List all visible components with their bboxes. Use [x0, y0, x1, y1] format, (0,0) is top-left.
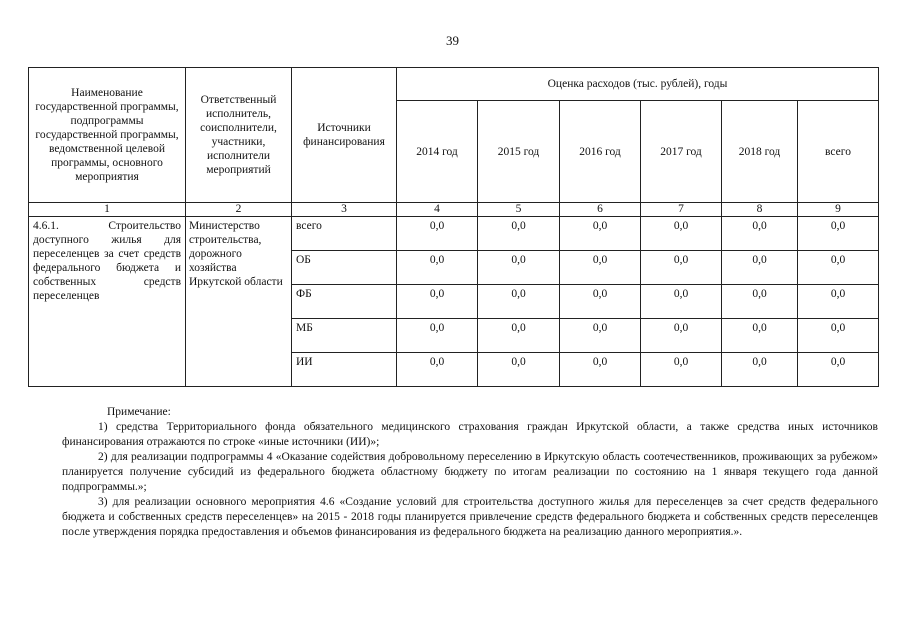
- table-row: [29, 217, 879, 251]
- value-cell: 0,0: [478, 217, 560, 251]
- item-executor: Министерство строительства, дорожного хозяйства Иркутской области: [186, 217, 292, 387]
- value-cell: 0,0: [798, 217, 879, 251]
- header-name: Наименование государственной программы, подпрограммы государственной программы, ведомственной целевой программы, основного мероприятия: [29, 68, 186, 203]
- value-cell: 0,0: [397, 251, 478, 285]
- header-total: всего: [798, 101, 879, 203]
- value-cell: 0,0: [722, 285, 798, 319]
- column-index: 2: [186, 203, 292, 217]
- value-cell: 0,0: [798, 285, 879, 319]
- value-cell: 0,0: [722, 319, 798, 353]
- header-cost: Оценка расходов (тыс. рублей), годы: [397, 68, 879, 101]
- value-cell: 0,0: [478, 251, 560, 285]
- column-index: 9: [798, 203, 879, 217]
- value-cell: 0,0: [798, 353, 879, 387]
- value-cell: 0,0: [641, 353, 722, 387]
- column-index: 3: [292, 203, 397, 217]
- value-cell: 0,0: [478, 319, 560, 353]
- expenses-table: [28, 67, 879, 387]
- value-cell: 0,0: [478, 285, 560, 319]
- note-item: 2) для реализации подпрограммы 4 «Оказание содействия добровольному переселению в Иркутскую область соотечественников, проживающих за рубежом» планируется получение субсидий из федерального бюджета областному бюджету по итогам реализации по состоянию на 1 января текущего года данной подпрограммы.»;: [62, 451, 878, 493]
- header-year-2017: 2017 год: [641, 101, 722, 203]
- note-item: 3) для реализации основного мероприятия 4.6 «Создание условий для строительства доступного жилья для переселенцев за счет средств федерального бюджета и собственных средств переселенцев» на 2015 - 2018 годы планируется привлечение средств федерального бюджета и собственных средств переселенцев после утверждения порядка предоставления и объемов финансирования из федерального бюджета на реализацию данного мероприятия.».: [62, 496, 878, 538]
- source-cell: всего: [292, 217, 397, 251]
- source-cell: МБ: [292, 319, 397, 353]
- column-index: 6: [560, 203, 641, 217]
- page-number: 39: [446, 33, 459, 48]
- value-cell: 0,0: [478, 353, 560, 387]
- value-cell: 0,0: [641, 217, 722, 251]
- value-cell: 0,0: [641, 285, 722, 319]
- value-cell: 0,0: [560, 353, 641, 387]
- value-cell: 0,0: [641, 251, 722, 285]
- column-index: 1: [29, 203, 186, 217]
- column-index: 4: [397, 203, 478, 217]
- item-name: 4.6.1. Строительство доступного жилья для переселенцев за счет средств федерального бюджета и собственных средств переселенцев: [29, 217, 186, 387]
- header-year-2018: 2018 год: [722, 101, 798, 203]
- notes-title: Примечание:: [107, 406, 171, 418]
- value-cell: 0,0: [397, 353, 478, 387]
- value-cell: 0,0: [560, 285, 641, 319]
- note-item: 1) средства Территориального фонда обязательного медицинского страхования граждан Иркутской области, а также средства иных источников финансирования отражаются по строке «иные источники (ИИ)»;: [62, 421, 878, 448]
- value-cell: 0,0: [722, 251, 798, 285]
- value-cell: 0,0: [397, 217, 478, 251]
- notes-section: [62, 405, 878, 540]
- value-cell: 0,0: [560, 319, 641, 353]
- column-index-row: [29, 203, 879, 217]
- value-cell: 0,0: [641, 319, 722, 353]
- column-index: 8: [722, 203, 798, 217]
- header-executor: Ответственный исполнитель, соисполнители, участники, исполнители мероприятий: [186, 68, 292, 203]
- value-cell: 0,0: [798, 251, 879, 285]
- value-cell: 0,0: [722, 353, 798, 387]
- value-cell: 0,0: [560, 251, 641, 285]
- value-cell: 0,0: [560, 217, 641, 251]
- header-year-2016: 2016 год: [560, 101, 641, 203]
- value-cell: 0,0: [397, 285, 478, 319]
- value-cell: 0,0: [798, 319, 879, 353]
- column-index: 5: [478, 203, 560, 217]
- header-year-2015: 2015 год: [478, 101, 560, 203]
- header-year-2014: 2014 год: [397, 101, 478, 203]
- source-cell: ФБ: [292, 285, 397, 319]
- value-cell: 0,0: [722, 217, 798, 251]
- source-cell: ИИ: [292, 353, 397, 387]
- source-cell: ОБ: [292, 251, 397, 285]
- header-sources: Источники финансирования: [292, 68, 397, 203]
- column-index: 7: [641, 203, 722, 217]
- value-cell: 0,0: [397, 319, 478, 353]
